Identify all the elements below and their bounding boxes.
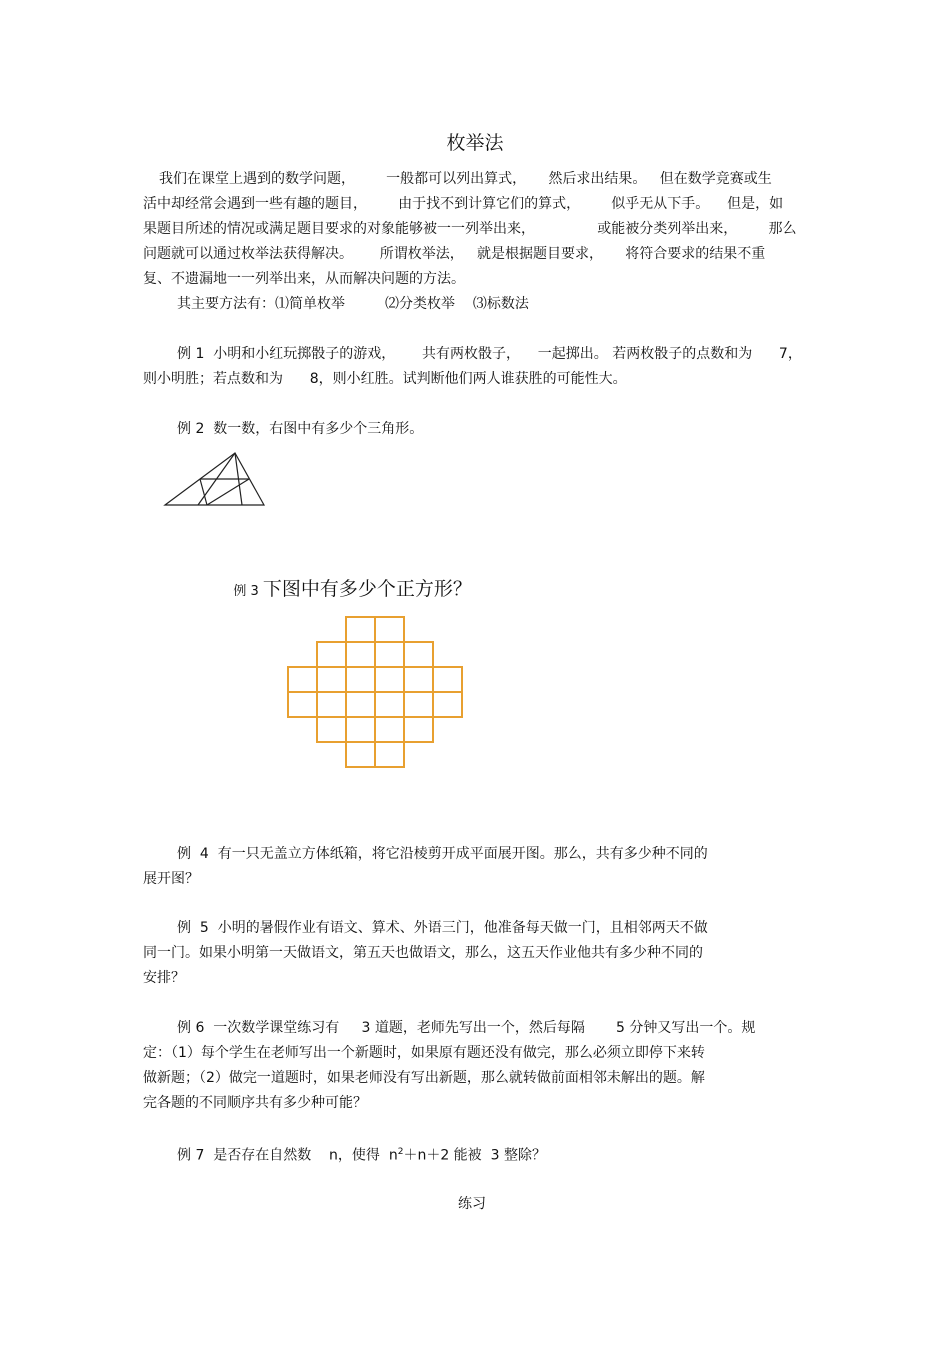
grid-cell [404,642,433,667]
grid-cell [375,742,404,767]
example-5-line-1: 例 5 小明的暑假作业有语文、算术、外语三门，他准备每天做一门，且相邻两天不做 [177,920,708,936]
example-7-suffix: ＋n＋2 能被 3 整除？ [403,1147,546,1164]
example-6-line-3: 做新题；（2）做完一道题时，如果老师没有写出新题，那么就转做前面相邻未解出的题。解 [143,1070,705,1086]
grid-cell [375,642,404,667]
grid-cell [288,692,317,717]
grid-cell [375,617,404,642]
grid-cell [375,692,404,717]
grid-cell [404,667,433,692]
grid-cell [375,667,404,692]
intro-line-3: 果题目所述的情况或满足题目要求的对象能够被一一列举出来， 或能被分类列举出来， 那么 [143,221,797,237]
grid-cell [317,692,346,717]
page-title: 枚举法 [446,132,504,154]
grid-cell [346,742,375,767]
grid-cell [346,642,375,667]
example-1-line-1: 例 1 小明和小红玩掷骰子的游戏， 共有两枚骰子， 一起掷出。 若两枚骰子的点数和为 7， [177,346,802,362]
example-5-line-2: 同一门。如果小明第一天做语文，第五天也做语文，那么，这五天作业他共有多少种不同的 [143,945,703,961]
example-3-question: 下图中有多少个正方形？ [262,578,472,600]
example-3-heading [213,555,472,620]
example-1-line-2: 则小明胜；若点数和为 8，则小红胜。试判断他们两人谁获胜的可能性大。 [143,371,627,387]
intro-line-1: 我们在课堂上遇到的数学问题， 一般都可以列出算式， 然后求出结果。 但在数学竞赛或生 [159,171,772,187]
example-6-line-2: 定：（1）每个学生在老师写出一个新题时，如果原有题还没有做完，那么必须立即停下来转 [143,1045,705,1061]
example-7-line [177,1143,546,1165]
grid-cell [346,692,375,717]
grid-cell [346,667,375,692]
square-grid-figure [287,616,462,766]
grid-cell [346,717,375,742]
intro-line-4: 问题就可以通过枚举法获得解决。 所谓枚举法， 就是根据题目要求， 将符合要求的结果不重 [143,246,766,262]
grid-cell [346,617,375,642]
example-7-exponent: 2 [397,1147,404,1157]
intro-line-5: 复、不遗漏地一一列举出来，从而解决问题的方法。 [143,271,465,287]
example-5-line-3: 安排？ [143,970,185,986]
example-7-prefix: 例 7 是否存在自然数 n，使得 n [177,1147,398,1164]
grid-cell [404,717,433,742]
triangle-figure [160,450,270,510]
example-4-line-2: 展开图？ [143,871,199,887]
grid-cell [404,692,433,717]
grid-cell [375,717,404,742]
grid-cell [317,717,346,742]
grid-cell [317,642,346,667]
example-3-label: 例 3 [233,584,263,599]
example-6-line-1: 例 6 一次数学课堂练习有 3 道题，老师先写出一个，然后每隔 5 分钟又写出一个。规 [177,1020,756,1036]
example-4-line-1: 例 4 有一只无盖立方体纸箱，将它沿棱剪开成平面展开图。那么，共有多少种不同的 [177,846,708,862]
example-6-line-4: 完各题的不同顺序共有多少种可能？ [143,1095,367,1111]
practice-heading: 练习 [458,1196,486,1212]
grid-cell [433,667,462,692]
grid-cell [433,692,462,717]
example-2-text: 例 2 数一数，右图中有多少个三角形。 [177,421,424,437]
grid-cell [288,667,317,692]
intro-line-2: 活中却经常会遇到一些有趣的题目， 由于找不到计算它们的算式， 似乎无从下手。 但是，如 [143,196,784,212]
grid-cell [317,667,346,692]
methods-line: 其主要方法有：⑴简单枚举 ⑵分类枚举 ⑶标数法 [177,296,529,312]
